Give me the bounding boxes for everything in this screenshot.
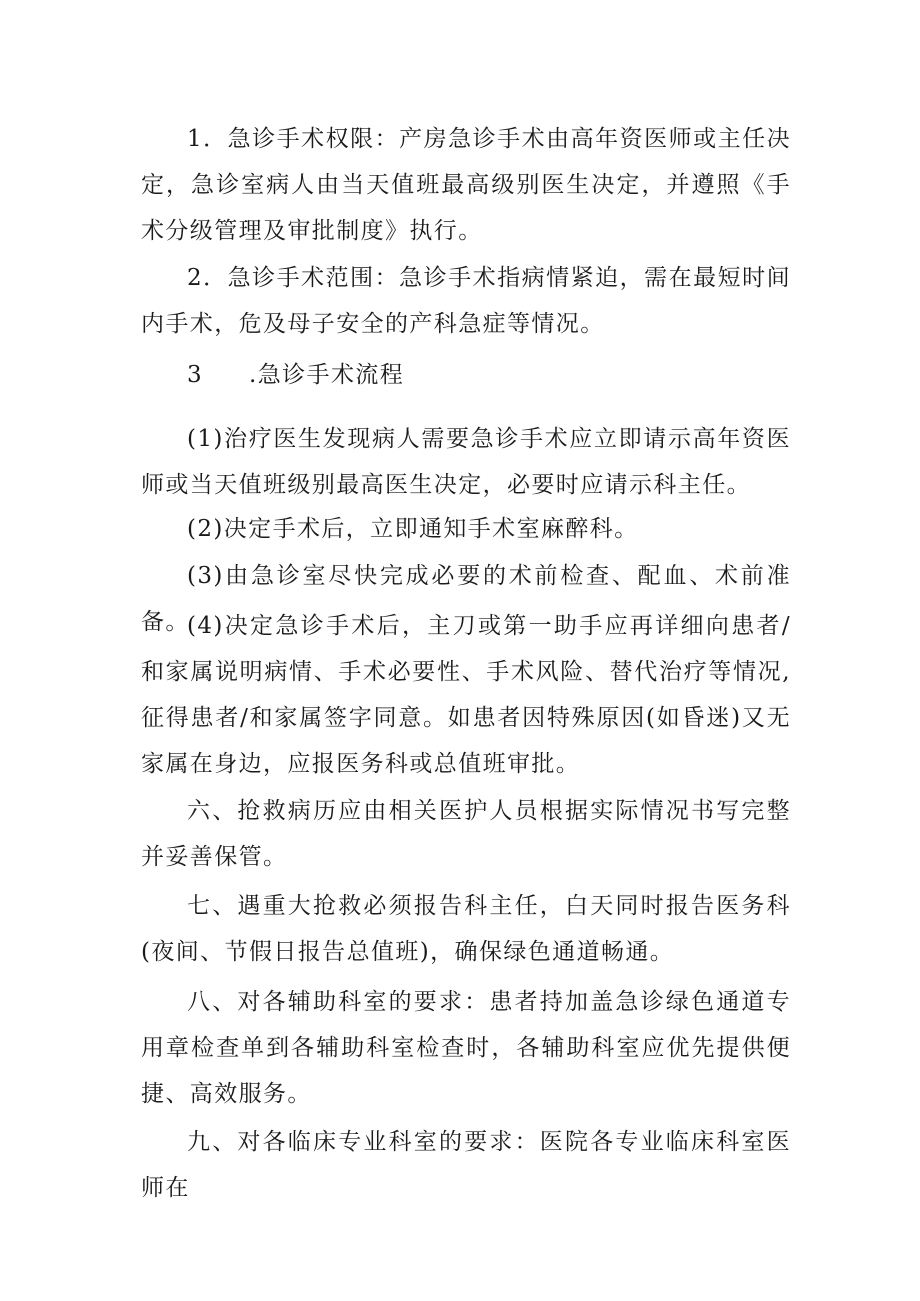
paragraph-surgery-process-heading bbox=[141, 352, 791, 398]
paragraph-surgery-authority: 1．急诊手术权限：产房急诊手术由高年资医师或主任决定，急诊室病人由当天值班最高级别医生决定，并遵照《手术分级管理及审批制度》执行。 bbox=[141, 126, 791, 244]
item-title: .急诊手术流程 bbox=[249, 362, 405, 388]
paragraph-step-2: (2)决定手术后，立即通知手术室麻醉科。 bbox=[187, 516, 639, 542]
paragraph-surgery-scope: 2．急诊手术范围：急诊手术指病情紧迫，需在最短时间内手术，危及母子安全的产科急症等情况。 bbox=[141, 265, 791, 337]
paragraph-section-9: 九、对各临床专业科室的要求：医院各专业临床科室医师在 bbox=[141, 1129, 791, 1201]
paragraph-section-8: 八、对各辅助科室的要求：患者持加盖急诊绿色通道专用章检查单到各辅助科室检查时，各辅助科室应优先提供便捷、高效服务。 bbox=[141, 989, 791, 1107]
paragraph-section-7: 七、遇重大抢救必须报告科主任，白天同时报告医务科(夜间、节假日报告总值班)，确保绿色通道畅通。 bbox=[141, 893, 791, 965]
paragraph-step-4: (4)决定急诊手术后，主刀或第一助手应再详细向患者/和家属说明病情、手术必要性、手术风险、替代治疗等情况,征得患者/和家属签字同意。如患者因特殊原因(如昏迷)又无家属在身边，应报医务科或总值班审批。 bbox=[141, 613, 791, 777]
paragraph-step-1: (1)治疗医生发现病人需要急诊手术应立即请示高年资医师或当天值班级别最高医生决定，必要时应请示科主任。 bbox=[141, 426, 791, 498]
paragraph-step-3: (3)由急诊室尽快完成必要的术前检查、配血、术前准备。 bbox=[141, 563, 791, 635]
paragraph-section-6: 六、抢救病历应由相关医护人员根据实际情况书写完整并妥善保管。 bbox=[141, 798, 791, 870]
item-number: 3 bbox=[187, 362, 204, 388]
